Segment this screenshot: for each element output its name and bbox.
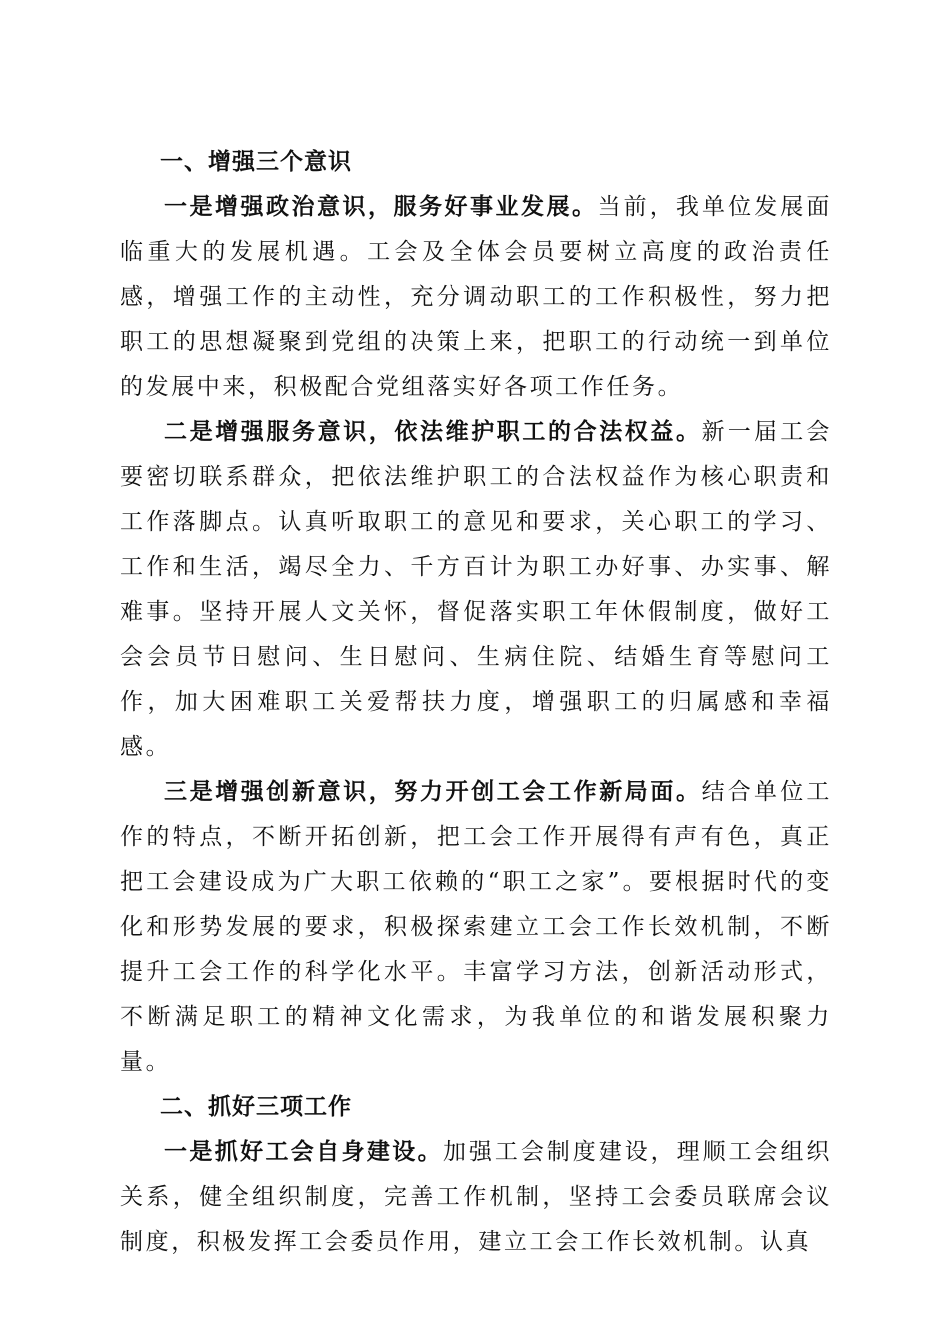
section-heading-1: 一、增强三个意识 — [160, 149, 352, 175]
paragraph-union-building — [120, 1130, 832, 1265]
paragraph-text: 结合单位工作的特点，不断开拓创新，把工会工作开展得有声有色，真正把工会建设成为广大职工依赖的“职工之家”。要根据时代的变化和形势发展的要求，积极探索建立工会工作长效机制，不断提升工会工作的科学化水平。丰富学习方法，创新活动形式，不断满足职工的精神文化需求，为我单位的和谐发展积聚力量。 — [120, 779, 833, 1075]
paragraph-political-awareness — [120, 185, 832, 410]
document-body — [120, 140, 832, 1265]
paragraph-lead: 一是抓好工会自身建设。 — [164, 1139, 443, 1165]
paragraph-innovation-awareness — [120, 770, 832, 1085]
paragraph-service-awareness — [120, 410, 832, 770]
paragraph-lead: 二是增强服务意识，依法维护职工的合法权益。 — [164, 419, 702, 445]
paragraph-text: 加强工会制度建设，理顺工会组织关系，健全组织制度，完善工作机制，坚持工会委员联席会议制度，积极发挥工会委员作用，建立工会工作长效机制。认真 — [120, 1139, 833, 1255]
section-heading-2: 二、抓好三项工作 — [160, 1094, 352, 1120]
paragraph-text: 当前，我单位发展面临重大的发展机遇。工会及全体会员要树立高度的政治责任感，增强工作的主动性，充分调动职工的工作积极性，努力把职工的思想凝聚到党组的决策上来，把职工的行动统一到单位的发展中来，积极配合党组落实好各项工作任务。 — [120, 194, 833, 400]
paragraph-lead: 一是增强政治意识，服务好事业发展。 — [164, 194, 598, 220]
paragraph-text: 新一届工会要密切联系群众，把依法维护职工的合法权益作为核心职责和工作落脚点。认真听取职工的意见和要求，关心职工的学习、工作和生活，竭尽全力、千方百计为职工办好事、办实事、解难事。坚持开展人文关怀，督促落实职工年休假制度，做好工会会员节日慰问、生日慰问、生病住院、结婚生育等慰问工作，加大困难职工关爱帮扶力度，增强职工的归属感和幸福感。 — [120, 419, 833, 760]
paragraph-lead: 三是增强创新意识，努力开创工会工作新局面。 — [164, 779, 702, 805]
